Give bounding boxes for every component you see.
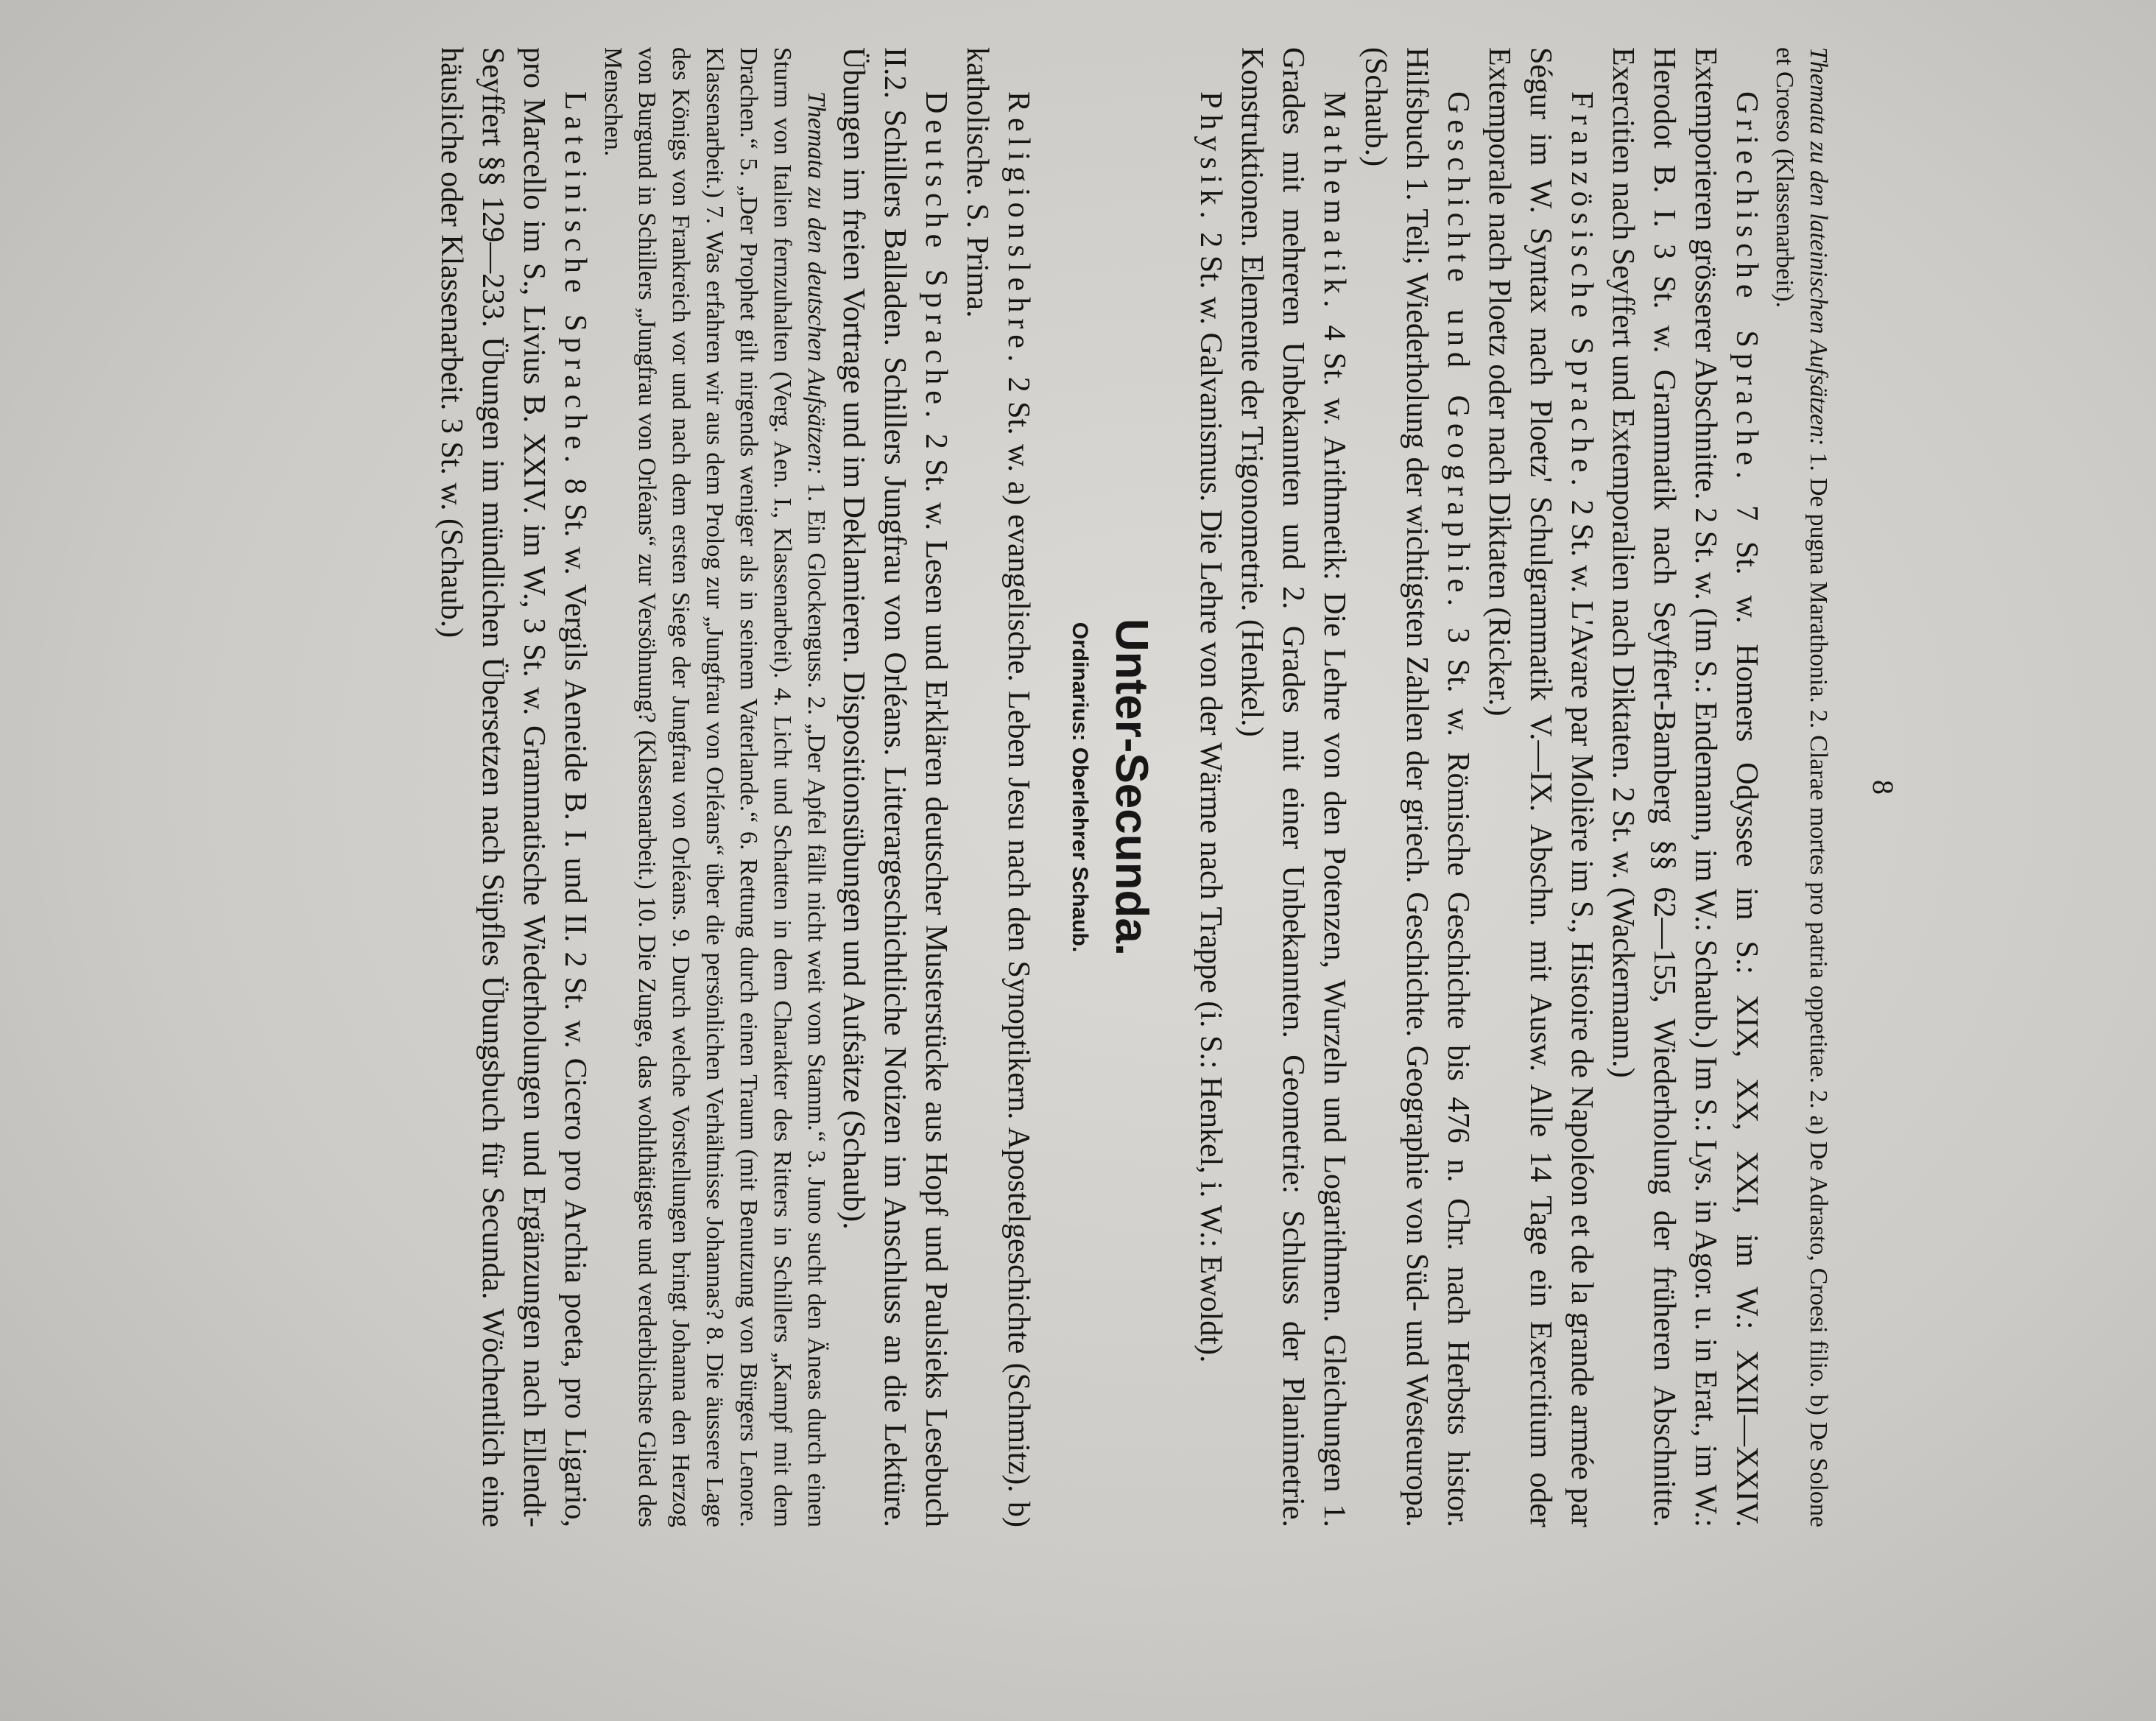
page-number: 8 — [1867, 780, 1900, 795]
greek-label: Griechische Sprache. — [1730, 91, 1764, 485]
latin-text: 8 St. w. Vergils Aeneide B. I. und II. 2 St. w. Cicero pro Archia poeta, pro Ligario, pro Marcello im S., Livius B. XXIV. im W., 3 St. w. Grammatische Wiederholungen und Ergänzungen nach Ellendt-Seyffert §§ 129—233. Übungen im mündlichen Übersetzen nach Süpfles Übungsbuch für Secunda. Wöchentlich eine häusliche oder Klassenarbeit. 3 St. w. (Schaub.) — [434, 47, 592, 1528]
latin-themata-heading: Themata zu den lateinischen Aufsätzen: — [1805, 47, 1832, 446]
french-text: 2 St. w. L'Avare par Molière im S., Histoire de Napoléon et de la grande armée par Ségur im W. Syntax nach Ploetz' Schulgrammatik V.—IX. Abschn. mit Ausw. Alle 14 Tage ein Exercitium oder Extemporale nach Ploetz oder nach Diktaten (Ricker.) — [1482, 47, 1599, 1528]
german-label: Deutsche Sprache. — [919, 91, 953, 424]
section-title: Unter-Secunda. — [1106, 618, 1157, 957]
section-ordinarius: Ordinarius: Oberlehrer Schaub. — [1068, 622, 1092, 953]
latin-themata-text: 1. De pugna Marathonia. 2. Clarae mortes pro patria oppetitae. 2. a) De Adrasto, Croesi filio. b) De Solone et Croeso (Klassenarbeit). — [1771, 47, 1832, 1527]
math-label: Mathematik. — [1317, 91, 1351, 314]
history-paragraph — [1355, 47, 1479, 1527]
math-paragraph — [1231, 47, 1355, 1527]
physics-text: 2 St. w. Galvanismus. Die Lehre von der Wärme nach Trappe (i. S.: Henkel, i. W.: Ewoldt). — [1194, 232, 1227, 1363]
religion-text: 2 St. w. a) evangelische. Leben Jesu nach den Synoptikern. Apostelgeschichte (Schmitz). b) katholische. S. Prima. — [960, 47, 1035, 1527]
german-paragraph — [833, 47, 957, 1527]
greek-text: 7 St. w. Homers Odyssee im S.: XIX, XX, XXI, im W.: XXII—XXIV. Extemporieren grösserer Abschnitte. 2 St. w. (Im S.: Endemann, im W.: Schaub.) Im S.: Lys. in Agor. u. in Erat., im W.: Herodot B. I. 3 St. w. Grammatik nach Seyffert-Bamberg §§ 62—155, Wiederholung der früheren Abschnitte. Exercitien nach Seyffert und Extemporalien nach Diktaten. 2 St. w. (Wackermann.) — [1606, 47, 1764, 1528]
rotated-text-block — [220, 3, 1936, 1572]
religion-paragraph — [957, 47, 1039, 1527]
physics-label: Physik. — [1194, 91, 1227, 225]
religion-label: Religionslehre. — [1001, 91, 1035, 368]
greek-paragraph — [1602, 47, 1767, 1527]
german-themata-heading: Themata zu den deutschen Aufsätzen: — [803, 91, 830, 475]
history-label: Geschichte und Geographie. — [1441, 91, 1475, 612]
physics-paragraph — [1190, 47, 1231, 1527]
french-label: Französische Sprache. — [1565, 91, 1599, 492]
latin-essay-topics — [1767, 47, 1835, 1527]
german-themata-text: 1. Ein Glockenguss. 2. „Der Apfel fällt nicht weit vom Stamm.“ 3. Juno sucht den Äneas durch einen Sturm von Italien fernzuhalten (Verg. Aen. I., Klassenarbeit). 4. Licht und Schatten in dem Charakter des Ritters in Schillers „Kampf mit dem Drachen.“ 5. „Der Prophet gilt nirgends weniger als in seinem Vaterlande.“ 6. Rettung durch einen Traum (mit Benutzung von Bürgers Lenore. Klassenarbeit.) 7. Was erfahren wir aus dem Prolog zur „Jungfrau von Orléans“ über die persönlichen Verhältnisse Johannas? 8. Die äussere Lage des Königs von Frankreich vor und nach dem ersten Siege der Jungfrau von Orléans. 9. Durch welche Vorstellungen bringt Johanna den Herzog von Burgund in Schillers „Jungfrau von Orléans“ zur Versöhnung? (Klassenarbeit.) 10. Die Zunge, das wohlthätigste und verderblichste Glied des Menschen. — [599, 47, 830, 1528]
german-essay-topics — [596, 47, 833, 1527]
latin-label: Lateinische Sprache. — [558, 91, 592, 469]
latin-paragraph — [431, 47, 596, 1527]
french-paragraph — [1479, 47, 1602, 1527]
german-text: 2 St. w. Lesen und Erklären deutscher Musterstücke aus Hopf und Paulsieks Lesebuch II.2. Schillers Balladen. Schillers Jungfrau von Orléans. Litterargeschichtliche Notizen im Anschluss an die Lektüre. Übungen im freien Vortrage und im Deklamieren. Dispositionsübungen und Aufsätze (Schaub). — [836, 47, 953, 1527]
math-text: 4 St. w. Arithmetik: Die Lehre von den Potenzen, Wurzeln und Logarithmen. Gleichungen 1. Grades mit mehreren Unbekannten und 2. Grades mit einer Unbekannten. Geometrie: Schluss der Planimetrie. Konstruktionen. Elemente der Trigonometrie. (Henkel.) — [1235, 47, 1351, 1527]
history-text: 3 St. w. Römische Geschichte bis 476 n. Chr. nach Herbsts histor. Hilfsbuch 1. Teil; Wiederholung der wichtigsten Zahlen der griech. Geschichte. Geographie von Süd- und Westeuropa. (Schaub.) — [1359, 47, 1475, 1528]
